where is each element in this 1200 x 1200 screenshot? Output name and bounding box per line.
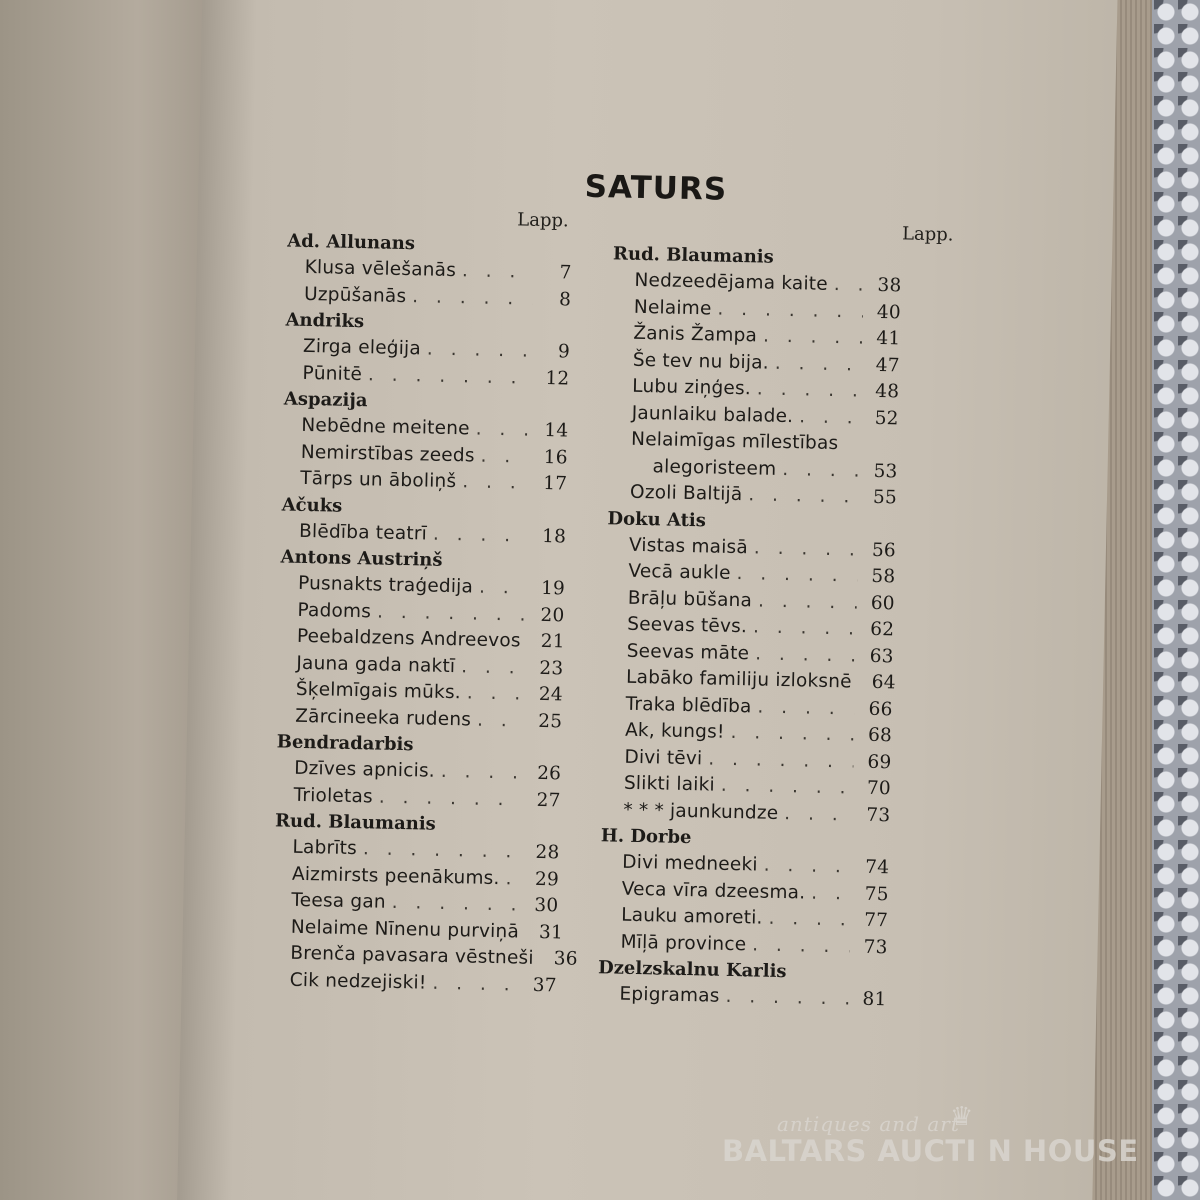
toc-entry-page: 73 <box>863 936 888 958</box>
toc-entry-title: Žanis Žampa <box>633 322 758 347</box>
toc-entry-page: 18 <box>541 525 567 547</box>
toc-entry-title: Uzpūšanās <box>303 283 407 307</box>
toc-entry-page: 14 <box>544 419 569 442</box>
leader-dots <box>758 588 857 617</box>
toc-entry-title: Lubu ziņģes. <box>632 375 752 400</box>
leader-dots <box>479 575 528 602</box>
toc-entry-page: 58 <box>871 565 896 588</box>
toc-entry-page <box>866 450 898 451</box>
leader-dots <box>432 970 519 998</box>
leader-dots <box>834 272 864 299</box>
toc-entry-page: 21 <box>540 630 565 653</box>
toc-entry-title: Nelaime Nīnenu purviņā <box>290 916 520 943</box>
toc-entry-title: Slikti laiki <box>623 772 716 796</box>
toc-entry-title: Epigramas <box>619 983 720 1007</box>
toc-entry-title: Lauku amoreti. <box>620 904 763 929</box>
toc-entry-title: Jaunlaiku balade. <box>631 402 794 427</box>
toc-entry-page: 48 <box>875 380 900 403</box>
toc-entry-page: 75 <box>864 883 889 905</box>
leader-dots <box>392 890 521 919</box>
toc-left-column <box>271 203 578 1000</box>
leader-dots <box>368 362 532 392</box>
toc-author: H. Dorbe <box>600 825 692 849</box>
toc-entry-page: 64 <box>871 671 896 694</box>
leader-dots <box>763 324 863 353</box>
page-title: SATURS <box>584 168 728 208</box>
contents-page <box>177 0 1118 1200</box>
toc-entry-page: 36 <box>553 948 578 970</box>
toc-author: Ad. Allunans <box>287 230 416 255</box>
toc-entry-page: 53 <box>873 460 898 482</box>
toc-entry-page: 62 <box>870 618 895 641</box>
toc-entry <box>601 981 886 1013</box>
toc-entry-title: Brenča pavasara vēstneši <box>290 942 534 969</box>
toc-entry-title: Pusnakts traģedija <box>297 572 474 598</box>
toc-entry-page: 69 <box>867 751 892 773</box>
toc-entry-title: Labrīts <box>292 836 358 860</box>
leader-dots <box>782 456 860 484</box>
leader-dots <box>763 853 851 881</box>
toc-entry-title: alegoristeem <box>652 455 777 480</box>
leader-dots <box>754 535 859 564</box>
toc-entry-page: 37 <box>532 974 557 996</box>
toc-entry-title: Ozoli Baltijā <box>629 481 743 506</box>
toc-author: Ačuks <box>281 493 343 517</box>
toc-entry-page: 28 <box>535 841 560 864</box>
toc-entry-page: 17 <box>543 472 568 495</box>
toc-entry-page: 73 <box>866 804 891 826</box>
leader-dots <box>462 469 529 497</box>
toc-entry-title: Mīļā province <box>620 931 747 955</box>
toc-entry-title: Nedzeedējama kaite <box>634 269 829 295</box>
leader-dots <box>857 670 858 696</box>
toc-entry-page: 29 <box>534 868 560 890</box>
leader-dots <box>768 906 850 934</box>
toc-author: Aspazija <box>283 388 368 412</box>
toc-entry-title: Nelaimīgas mīlestības <box>630 428 839 455</box>
leader-dots <box>539 946 540 972</box>
leader-dots <box>480 443 530 471</box>
toc-entry-title: Zārcineeka rudens <box>295 705 472 730</box>
toc-entry-title: Šķelmīgais mūks. <box>295 678 462 704</box>
toc-entry-title: Vistas maisā <box>628 534 749 558</box>
crown-icon: ♛ <box>950 1102 974 1132</box>
leader-dots <box>477 707 525 734</box>
toc-entry-title: Ak, kungs! <box>624 719 725 743</box>
toc-entry-title: Še tev nu bija. <box>632 349 770 374</box>
toc-entry-title: Zirga eleģija <box>302 335 422 360</box>
leader-dots <box>784 801 853 829</box>
leader-dots <box>757 694 855 723</box>
toc-entry-page: 77 <box>863 909 889 932</box>
toc-entry-title: Labāko familiju izloksnē <box>625 666 852 693</box>
leader-dots <box>526 629 527 655</box>
toc-author: Rud. Blaumanis <box>612 243 774 268</box>
leader-dots <box>755 641 856 670</box>
page-column-label: Lapp. <box>901 223 954 246</box>
toc-entry-title: Klusa vēlešanās <box>304 256 457 282</box>
toc-entry-page: 40 <box>876 301 902 323</box>
leader-dots <box>363 836 522 866</box>
toc-right-column <box>597 209 954 1013</box>
toc-entry-page: 47 <box>875 354 900 376</box>
leader-dots <box>753 614 857 643</box>
toc-entry-title: Cik nedzejiski! <box>289 969 427 994</box>
toc-entry-page: 63 <box>869 645 894 667</box>
leader-dots <box>757 376 862 405</box>
toc-entry-page: 41 <box>876 327 901 350</box>
toc-entry-title: Pūnitē <box>302 362 363 385</box>
toc-entry-title: Teesa gan <box>291 889 387 913</box>
toc-entry <box>271 967 556 999</box>
auction-house-watermark <box>722 1102 1142 1170</box>
leader-dots <box>717 296 863 326</box>
toc-entry-page: 24 <box>538 683 564 706</box>
toc-entry-title: Seevas māte <box>626 640 750 664</box>
toc-entry-title: Trioletas <box>293 784 374 807</box>
toc-entry-page: 16 <box>543 446 568 468</box>
leader-dots <box>462 258 534 286</box>
toc-entry-page: 12 <box>545 367 570 389</box>
leader-dots <box>752 932 850 961</box>
toc-author: Andriks <box>285 309 365 333</box>
leader-dots <box>811 880 851 907</box>
toc-author: Bendradarbis <box>276 731 414 756</box>
toc-entry-title: Traka blēdība <box>625 693 752 717</box>
toc-entry-page: 30 <box>534 894 559 917</box>
toc-entry-title: Veca vīra dzeesma. <box>621 878 806 904</box>
leader-dots <box>721 773 854 802</box>
leader-dots <box>441 759 524 787</box>
toc-entry-title: Padoms <box>297 599 372 622</box>
leader-dots <box>433 521 529 549</box>
toc-entry-title: Nemirstības zeeds <box>300 441 475 467</box>
leader-dots <box>775 350 862 378</box>
toc-author: Doku Atis <box>607 507 707 531</box>
toc-entry-title: Vecā aukle <box>628 560 731 584</box>
leader-dots <box>505 866 521 893</box>
toc-entry-title: Blēdība teatrī <box>298 520 428 545</box>
toc-author: Rud. Blaumanis <box>274 810 437 835</box>
leader-dots <box>377 599 527 629</box>
leader-dots <box>525 919 526 945</box>
toc-entry-title: Jauna gada naktī <box>296 652 456 677</box>
leader-dots <box>730 720 854 749</box>
toc-entry-page: 66 <box>868 698 893 720</box>
toc-entry-page: 8 <box>558 288 572 310</box>
toc-entry-title: Seevas tēvs. <box>627 613 748 638</box>
toc-entry-page: 20 <box>540 604 565 626</box>
toc-entry-page: 25 <box>538 710 563 732</box>
toc-entry-page: 7 <box>559 262 572 284</box>
toc-entry-title: Divi tēvi <box>624 746 703 769</box>
toc-entry-page: 60 <box>870 592 895 614</box>
toc-entry-title: Peebaldzens Andreevos <box>296 625 521 652</box>
leader-dots <box>379 784 523 814</box>
leader-dots <box>736 561 857 590</box>
toc-entry-title: Brāļu būšana <box>627 587 753 611</box>
leader-dots <box>427 336 533 365</box>
toc-entry-title: Dzīves apnicis. <box>293 757 436 782</box>
toc-entry-page: 23 <box>539 657 564 679</box>
leader-dots <box>799 404 861 432</box>
toc-author: Dzelzskalnu Karlis <box>597 957 787 983</box>
leader-dots <box>461 654 526 682</box>
leader-dots <box>725 984 848 1013</box>
toc-entry-page: 68 <box>867 724 893 747</box>
toc-author: Antons Austriņš <box>280 546 443 571</box>
toc-entry-page: 38 <box>877 274 902 297</box>
toc-entry-title: * * * jaunkundze <box>623 799 779 824</box>
toc-entry-page: 31 <box>538 921 564 943</box>
toc-entry-page: 19 <box>540 577 566 600</box>
toc-entry-page: 81 <box>862 988 887 1011</box>
toc-entry-page: 26 <box>536 762 562 785</box>
toc-entry-page: 70 <box>866 777 892 800</box>
watermark-tagline: antiques and art <box>777 1112 960 1136</box>
toc-entry-title: Aizmirsts peenākums. <box>291 863 500 889</box>
page-column-label: Lapp. <box>517 209 569 232</box>
toc-entry-page: 74 <box>865 856 890 879</box>
toc-entry-page: 9 <box>557 341 571 363</box>
toc-entry-title: Divi medneeki <box>622 851 758 876</box>
leader-dots <box>467 680 525 708</box>
leader-dots <box>412 284 533 313</box>
watermark-name: BALTARS AUCTI N HOUSE <box>722 1134 1139 1168</box>
toc-entry-page: 27 <box>536 789 561 811</box>
toc-entry-title: Nelaime <box>633 296 712 319</box>
leader-dots <box>708 746 854 776</box>
toc-entry-page: 52 <box>874 407 899 429</box>
leader-dots <box>748 482 859 511</box>
toc-entry-title: Nebēdne meitene <box>301 414 470 440</box>
toc-entry-page: 56 <box>871 539 897 561</box>
toc-entry-page: 55 <box>872 486 898 509</box>
leader-dots <box>475 417 530 445</box>
toc-entry-title: Tārps un āboliņš <box>300 467 457 493</box>
